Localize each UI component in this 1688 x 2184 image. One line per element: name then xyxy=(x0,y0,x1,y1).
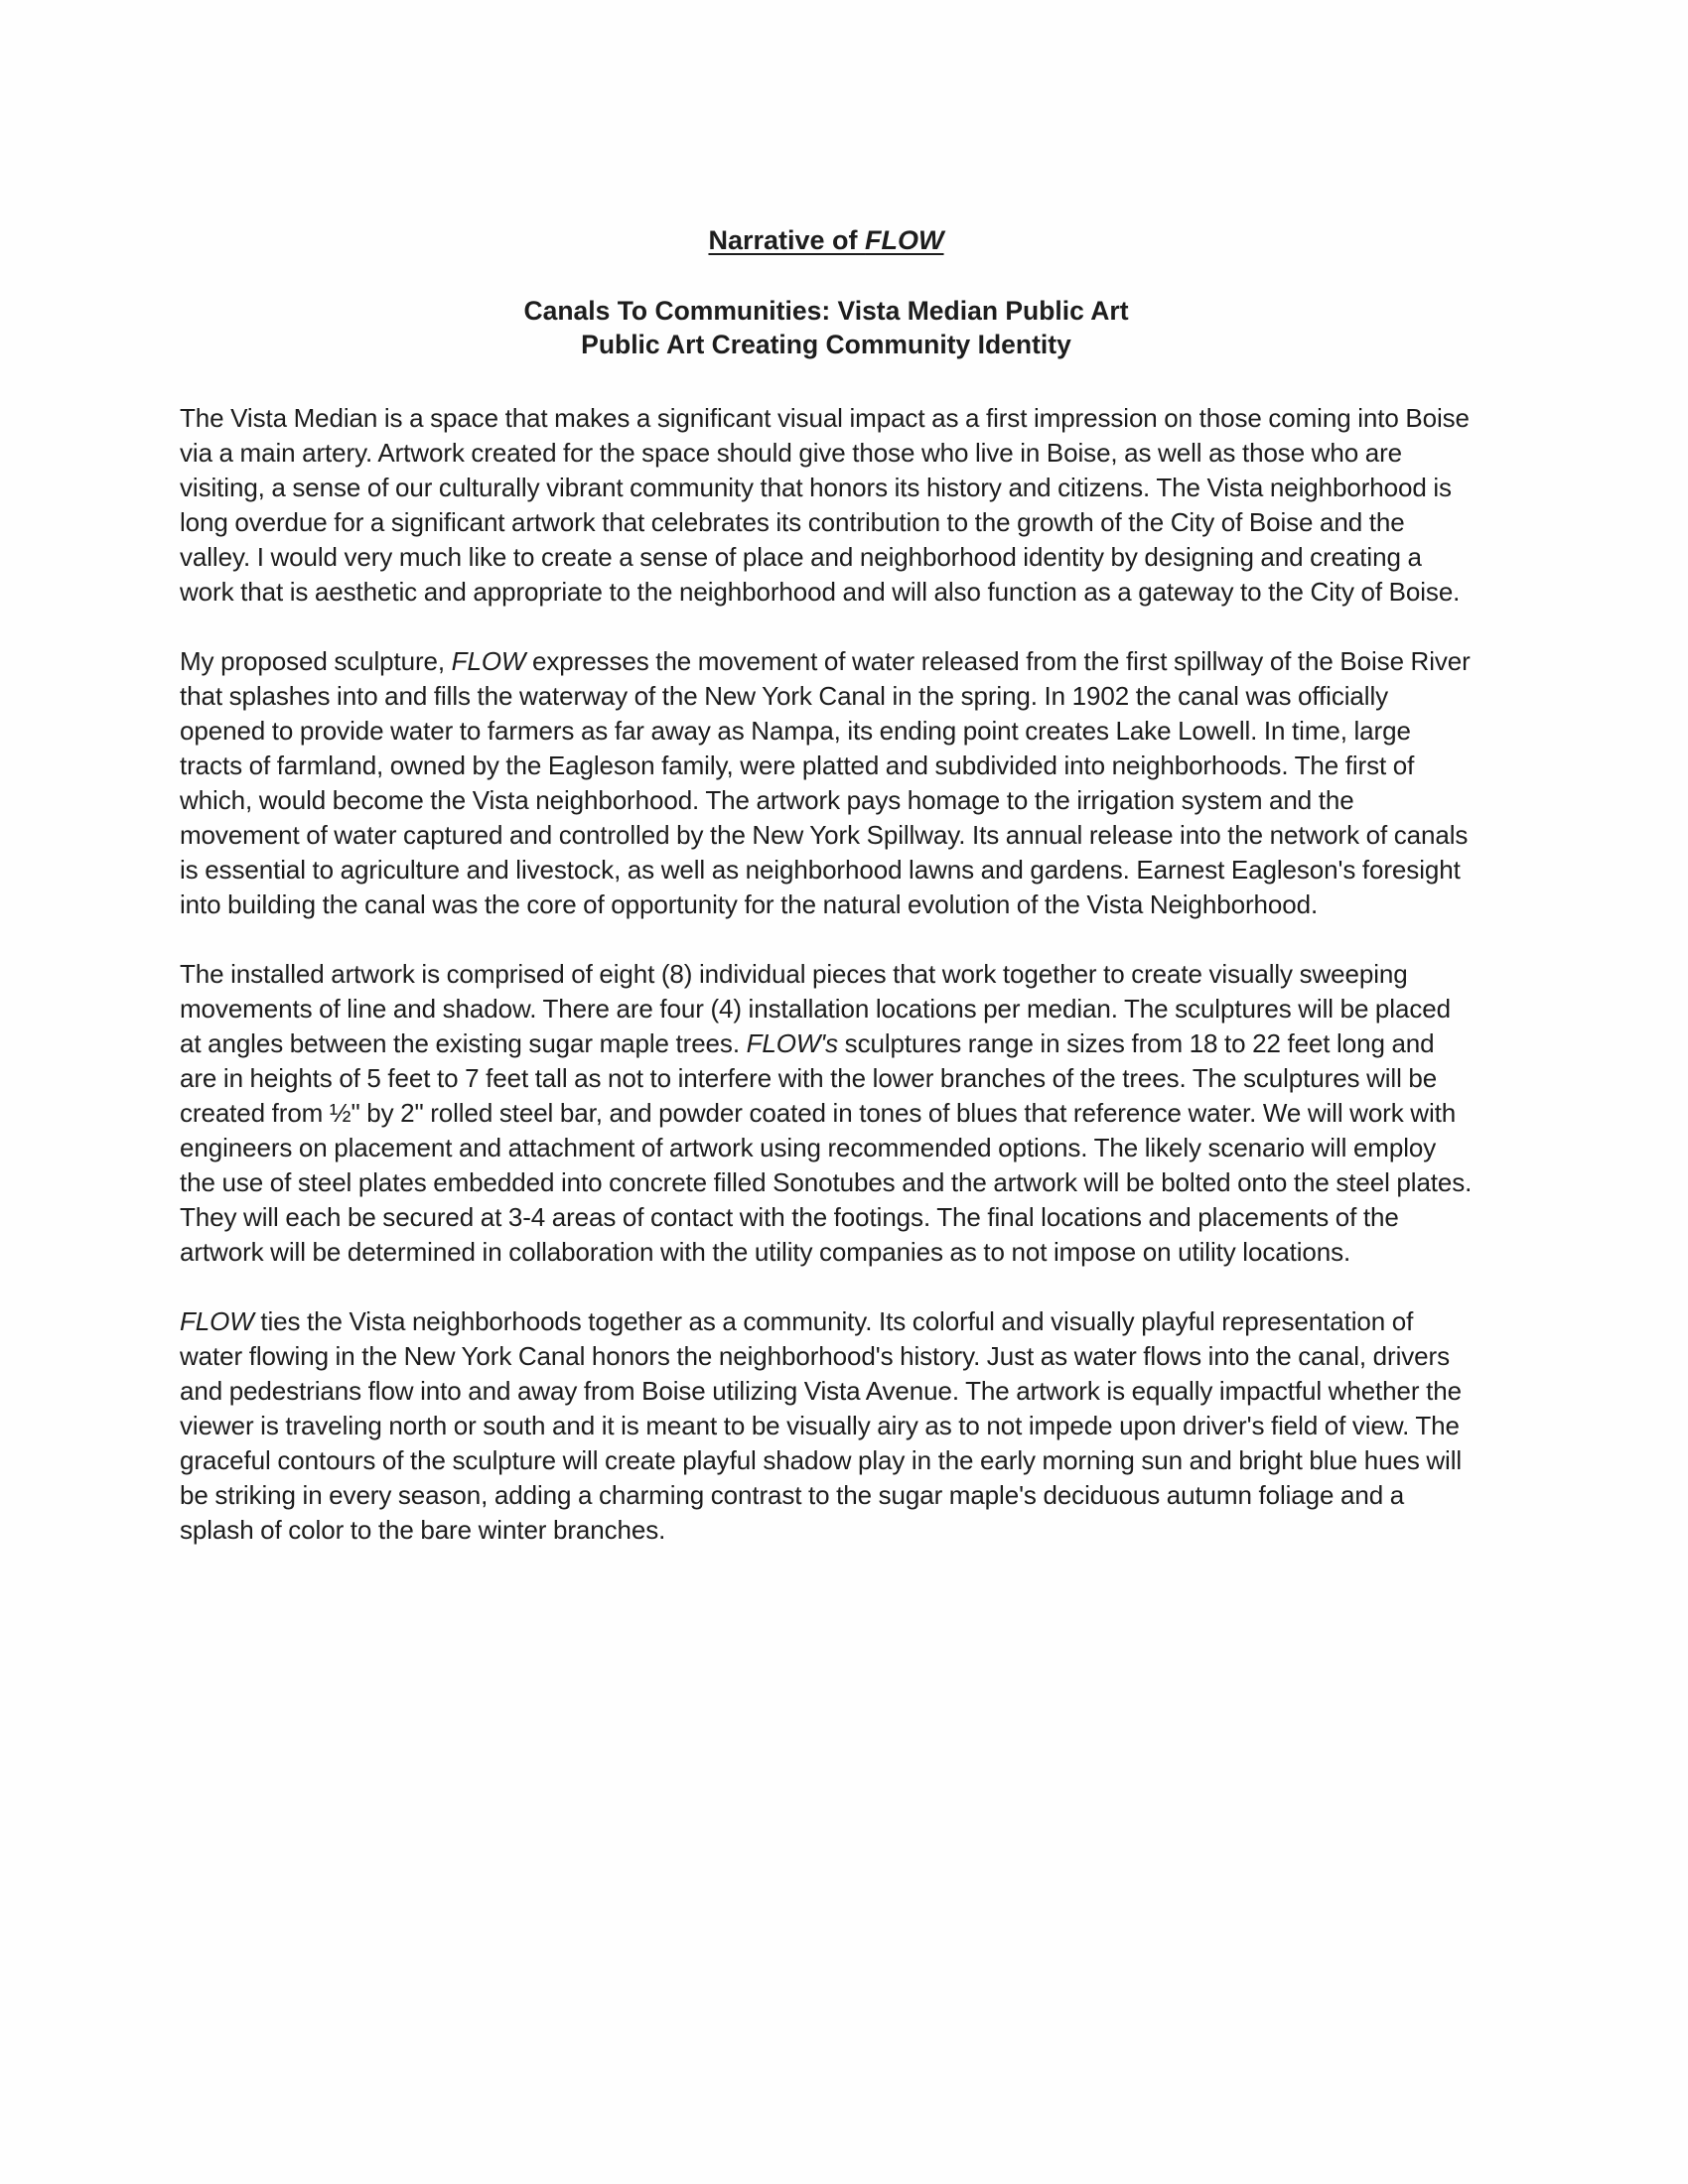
subtitle-line-1: Canals To Communities: Vista Median Public Art xyxy=(523,296,1129,326)
paragraph-2-rest: expresses the movement of water released from the first spillway of the Boise River that splashes into and fills the waterway of the New York Canal in the spring. In 1902 the canal was officially opened to provide water to farmers as far away as Nampa, its ending point creates Lake Lowell. In time, large tracts of farmland, owned by the Eagleson family, were platted and subdivided into neighborhoods. The first of which, would become the Vista neighborhood. The artwork pays homage to the irrigation system and the movement of water captured and controlled by the New York Spillway. Its annual release into the network of canals is essential to agriculture and livestock, as well as neighborhood lawns and gardens. Earnest Eagleson's foresight into building the canal was the core of opportunity for the natural evolution of the Vista Neighborhood. xyxy=(180,646,1471,919)
paragraph-4-emphasis: FLOW xyxy=(180,1306,254,1336)
document-title xyxy=(180,224,1473,256)
paragraph-3 xyxy=(180,957,1473,1270)
paragraph-3-emphasis: FLOW's xyxy=(746,1028,839,1058)
paragraph-4 xyxy=(180,1304,1473,1548)
title-prefix: Narrative of xyxy=(708,225,866,255)
paragraph-2 xyxy=(180,644,1473,922)
subtitle-line-2: Public Art Creating Community Identity xyxy=(581,330,1071,359)
document-body xyxy=(180,224,1473,1582)
paragraph-4-rest: ties the Vista neighborhoods together as a community. Its colorful and visually playful representation of water flowing in the New York Canal honors the neighborhood's history. Just as water flows into the canal, drivers and pedestrians flow into and away from Boise utilizing Vista Avenue. The artwork is equally impactful whether the viewer is traveling north or south and it is meant to be visually airy as to not impede upon driver's field of view. The graceful contours of the sculpture will create playful shadow play in the early morning sun and bright blue hues will be striking in every season, adding a charming contrast to the sugar maple's deciduous autumn foliage and a splash of color to the bare winter branches. xyxy=(180,1306,1463,1545)
paragraph-2-emphasis: FLOW xyxy=(451,646,526,676)
paragraph-3-lead: The installed artwork is comprised of eight (8) individual pieces that work together to create visually sweeping movements of line and shadow. There are four (4) installation locations per median. The sculptures will be placed at angles between the existing sugar maple trees. xyxy=(180,959,1451,1058)
paragraph-3-rest: sculptures range in sizes from 18 to 22 feet long and are in heights of 5 feet to 7 feet tall as not to interfere with the lower branches of the trees. The sculptures will be created from ½" by 2" rolled steel bar, and powder coated in tones of blues that reference water. We will work with engineers on placement and attachment of artwork using recommended options. The likely scenario will employ the use of steel plates embedded into concrete filled Sonotubes and the artwork will be bolted onto the steel plates. They will each be secured at 3-4 areas of contact with the footings. The final locations and placements of the artwork will be determined in collaboration with the utility companies as to not impose on utility locations. xyxy=(180,1028,1473,1267)
paragraph-2-lead: My proposed sculpture, xyxy=(180,646,452,676)
subtitle-block xyxy=(180,294,1473,361)
title-emphasis: FLOW xyxy=(865,225,944,255)
paragraph-1: The Vista Median is a space that makes a significant visual impact as a first impression on those coming into Boise via a main artery. Artwork created for the space should give those who live in Boise, as well as those who are visiting, a sense of our culturally vibrant community that honors its history and citizens. The Vista neighborhood is long overdue for a significant artwork that celebrates its contribution to the growth of the City of Boise and the valley. I would very much like to create a sense of place and neighborhood identity by designing and creating a work that is aesthetic and appropriate to the neighborhood and will also function as a gateway to the City of Boise. xyxy=(180,403,1470,607)
